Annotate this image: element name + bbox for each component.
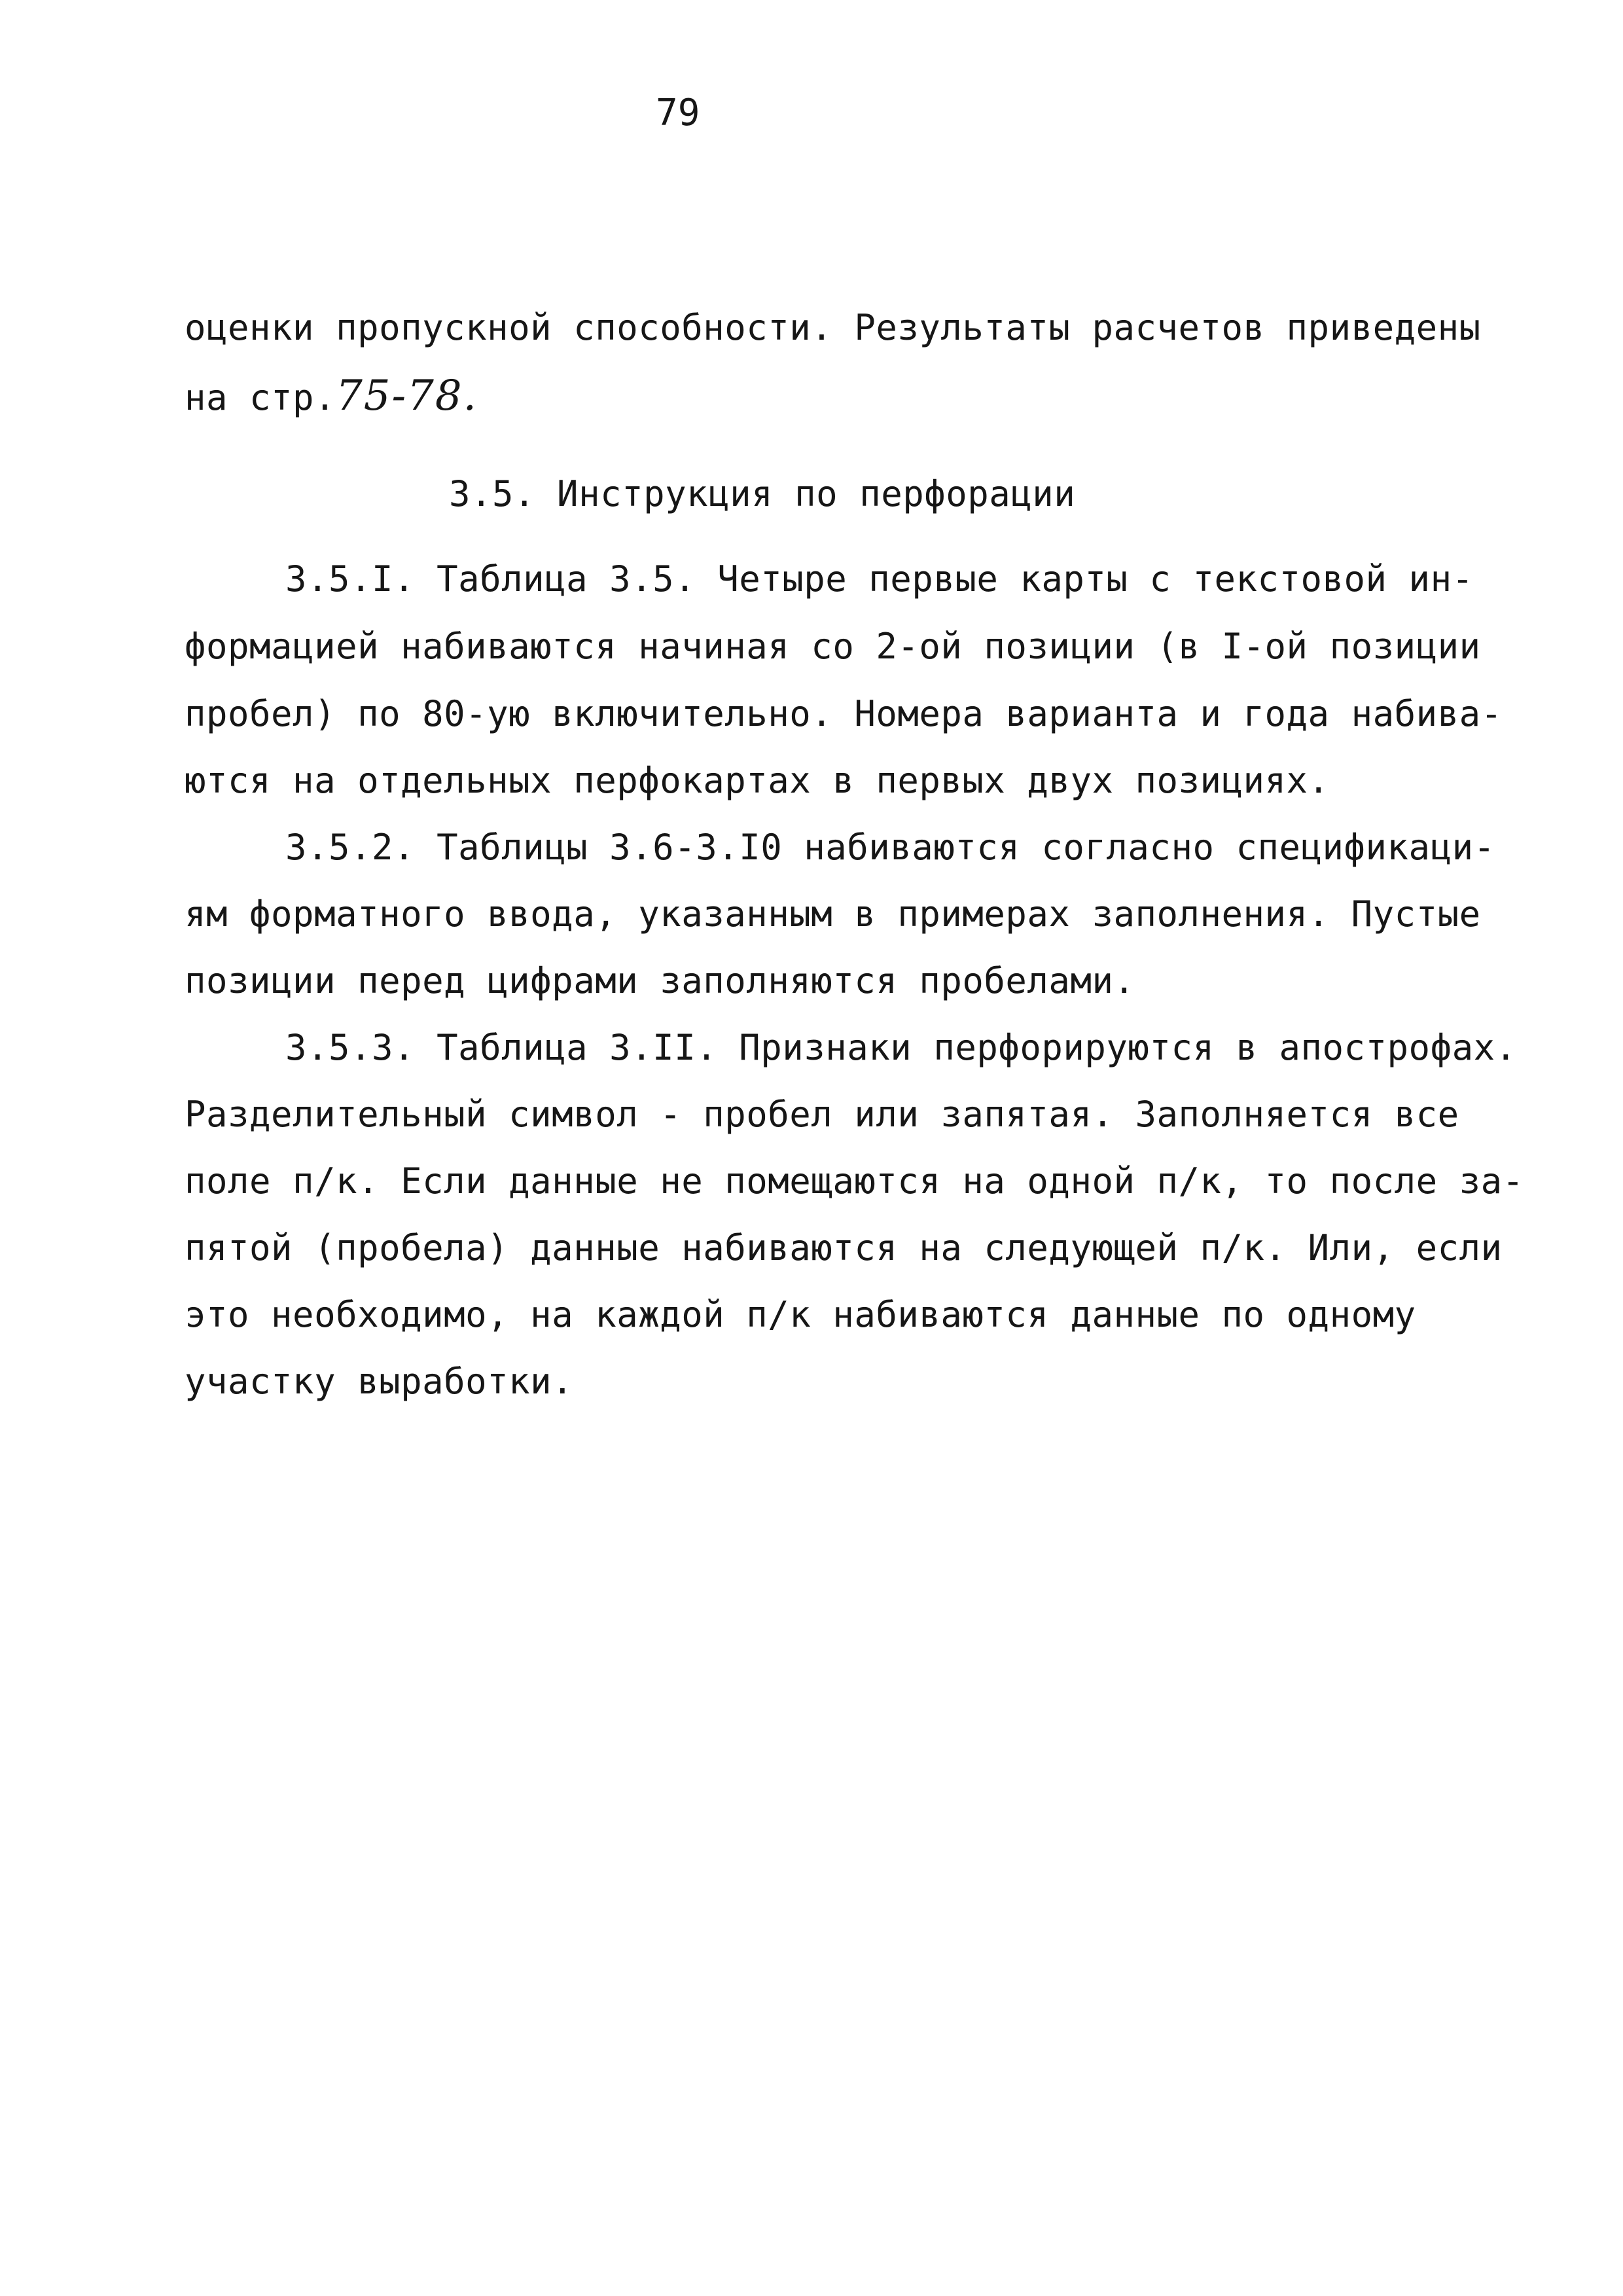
paragraph-3-line-1: 3.5.3. Таблица 3.II. Признаки перфорируются в апострофах. — [285, 1027, 1517, 1068]
paragraph-2-line-2: ям форматного ввода, указанным в примерах заполнения. Пустые — [185, 893, 1481, 935]
paragraph-2-line-1: 3.5.2. Таблицы 3.6-3.I0 набиваются согласно спецификаци- — [285, 827, 1495, 868]
paragraph-2-line-3: позиции перед цифрами заполняются пробелами. — [185, 960, 1135, 1001]
handwritten-page-range: 75-78. — [336, 372, 478, 420]
intro-line-2 — [185, 373, 478, 421]
paragraph-3-line-4: пятой (пробела) данные набиваются на следующей п/к. Или, если — [185, 1227, 1503, 1268]
paragraph-1-line-3: пробел) по 80-ую включительно. Номера варианта и года набива- — [185, 693, 1503, 734]
paragraph-3-line-3: поле п/к. Если данные не помещаются на одной п/к, то после за- — [185, 1160, 1524, 1202]
page-number: 79 — [656, 92, 700, 134]
intro-line-1: оценки пропускной способности. Результаты расчетов приведены — [185, 307, 1481, 348]
paragraph-3-line-2: Разделительный символ - пробел или запятая. Заполняется все — [185, 1094, 1459, 1135]
paragraph-3-line-5: это необходимо, на каждой п/к набиваются данные по одному — [185, 1294, 1416, 1335]
paragraph-1-line-2: формацией набиваются начиная со 2-ой позиции (в I-ой позиции — [185, 626, 1481, 667]
intro-line-2-prefix: на стр. — [185, 377, 336, 418]
paragraph-1-line-1: 3.5.I. Таблица 3.5. Четыре первые карты с текстовой ин- — [285, 558, 1474, 600]
paragraph-3-line-6: участку выработки. — [185, 1361, 574, 1402]
paragraph-1-line-4: ются на отдельных перфокартах в первых двух позициях. — [185, 760, 1330, 801]
section-heading: 3.5. Инструкция по перфорации — [449, 473, 1076, 514]
